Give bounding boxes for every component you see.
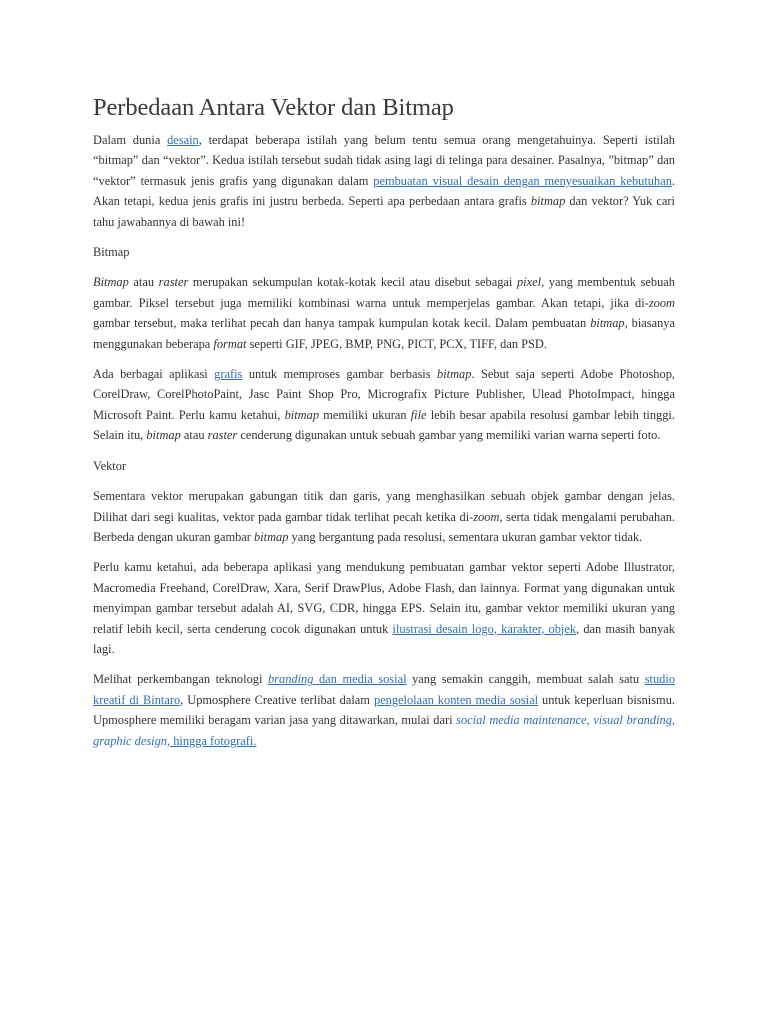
italic-text: raster xyxy=(207,428,238,443)
text: seperti GIF, JPEG, BMP, PNG, PICT, PCX, TIFF, dan PSD. xyxy=(246,336,547,351)
italic-text: bitmap xyxy=(284,407,320,422)
text: Dalam dunia xyxy=(93,133,168,147)
text: Melihat perkembangan teknologi xyxy=(93,672,268,687)
link-fotografi[interactable]: , hingga fotografi. xyxy=(167,733,257,748)
page-title: Perbedaan Antara Vektor dan Bitmap xyxy=(93,94,454,121)
vektor-paragraph-2 xyxy=(93,557,675,659)
text: Sementara vektor merupakan gabungan titik dan garis, yang menghasilkan sebuah objek gambar dengan jelas. Dilihat dari segi kualitas, vektor pada gambar tidak terlihat pecah ketika di- xyxy=(93,489,675,524)
text: atau xyxy=(128,275,159,290)
text: Perlu kamu ketahui, ada beberapa aplikasi yang mendukung pembuatan gambar vektor seperti Adobe Illustrator, Macromedia Freehand, CorelDraw, Xara, Serif DrawPlus, Adobe Flash, dan lainnya. Format yang digunakan untuk menyimpan gambar tersebut adalah AI, SVG, CDR, hingga EPS. Selain itu, gambar vektor memiliki ukuran yang relatif lebih kecil, serta cenderung cocok digunakan untuk xyxy=(93,560,675,636)
text: . Sebut saja seperti Adobe Photoshop, CorelDraw, CorelPhotoPaint, Jasc Paint Shop Pro, Micrografix Picture Publisher, Ulead PhotoImpact, hingga Microsoft Paint. Perlu kamu ketahui, xyxy=(93,367,675,422)
text: , yang membentuk sebuah gambar. Piksel tersebut juga memiliki kombinasi warna untuk memperjelas gambar. Akan tetapi, jika di- xyxy=(93,275,675,310)
text: gambar tersebut, maka terlihat pecah dan hanya tampak kumpulan kotak kecil. Dalam pembuatan xyxy=(93,316,591,331)
italic-services-text: social media maintenance, visual branding, graphic design xyxy=(93,713,675,748)
italic-text: bitmap xyxy=(146,428,181,443)
italic-text: bitmap xyxy=(436,367,472,382)
text: dan vektor? Yuk cari tahu jawabannya di bawah ini! xyxy=(93,194,675,229)
intro-paragraph xyxy=(93,130,675,232)
italic-text: Bitmap xyxy=(93,275,129,290)
text: , biasanya menggunakan beberapa xyxy=(93,316,676,351)
text: untuk memproses gambar berbasis xyxy=(242,367,437,382)
text: Ada berbagai aplikasi xyxy=(93,367,215,382)
link-ilustrasi-desain[interactable]: ilustrasi desain logo, karakter, objek xyxy=(392,621,577,636)
link-pengelolaan-konten[interactable]: pengelolaan konten media sosial xyxy=(373,692,539,707)
italic-text: bitmap xyxy=(590,316,625,331)
text: yang bergantung pada resolusi, sementara ukuran gambar vektor tidak. xyxy=(288,529,643,544)
text: , serta tidak mengalami perubahan. Berbeda dengan ukuran gambar xyxy=(93,509,675,544)
section-heading-vektor: Vektor xyxy=(93,458,127,473)
italic-text: pixel xyxy=(516,275,542,290)
text: memiliki ukuran xyxy=(319,407,411,422)
text: cenderung digunakan untuk sebuah gambar yang memiliki varian warna seperti foto. xyxy=(237,428,661,443)
link-text: dan media sosial xyxy=(313,672,407,687)
italic-text: format xyxy=(213,336,247,351)
text: , terdapat beberapa istilah yang belum tentu semua orang mengetahuinya. Seperti istilah “bitmap” dan “vektor”. Kedua istilah tersebut sudah tidak asing lagi di telinga para desainer. Pasalnya, ”bitmap” dan “vektor” termasuk jenis grafis yang digunakan dalam xyxy=(93,133,675,188)
vektor-paragraph-1 xyxy=(93,486,675,547)
link-studio-kreatif[interactable]: studio kreatif di Bintaro xyxy=(93,672,675,707)
text: . Akan tetapi, kedua jenis grafis ini justru berbeda. Seperti apa perbedaan antara grafis xyxy=(93,173,675,209)
italic-text: file xyxy=(410,407,427,422)
text: untuk keperluan bisnismu. Upmosphere memiliki beragam varian jasa yang ditawarkan, mulai dari xyxy=(93,692,675,728)
italic-text: bitmap xyxy=(254,529,289,544)
link-branding-media-sosial[interactable] xyxy=(268,672,407,686)
text: yang semakin canggih, membuat salah satu xyxy=(406,672,645,687)
italic-text: zoom xyxy=(473,509,500,524)
text: , Upmosphere Creative terlibat dalam xyxy=(180,692,374,707)
italic-link-text: branding xyxy=(267,672,314,687)
italic-text: zoom xyxy=(648,295,675,310)
bitmap-paragraph-1 xyxy=(93,272,675,354)
link-desain[interactable]: desain xyxy=(167,133,199,147)
closing-paragraph xyxy=(93,669,675,751)
italic-text: raster xyxy=(158,275,189,290)
link-grafis[interactable]: grafis xyxy=(214,367,243,382)
section-heading-bitmap: Bitmap xyxy=(93,245,130,260)
bitmap-paragraph-2 xyxy=(93,364,675,446)
text: atau xyxy=(180,428,208,443)
link-pembuatan-visual-desain[interactable]: pembuatan visual desain dengan menyesuaikan kebutuhan xyxy=(373,173,672,188)
italic-text: bitmap xyxy=(530,194,566,209)
text: merupakan sekumpulan kotak-kotak kecil atau disebut sebagai xyxy=(188,275,517,290)
text: lebih besar apabila resolusi gambar lebih tinggi. Selain itu, xyxy=(93,407,675,443)
text: , dan masih banyak lagi. xyxy=(93,621,675,656)
